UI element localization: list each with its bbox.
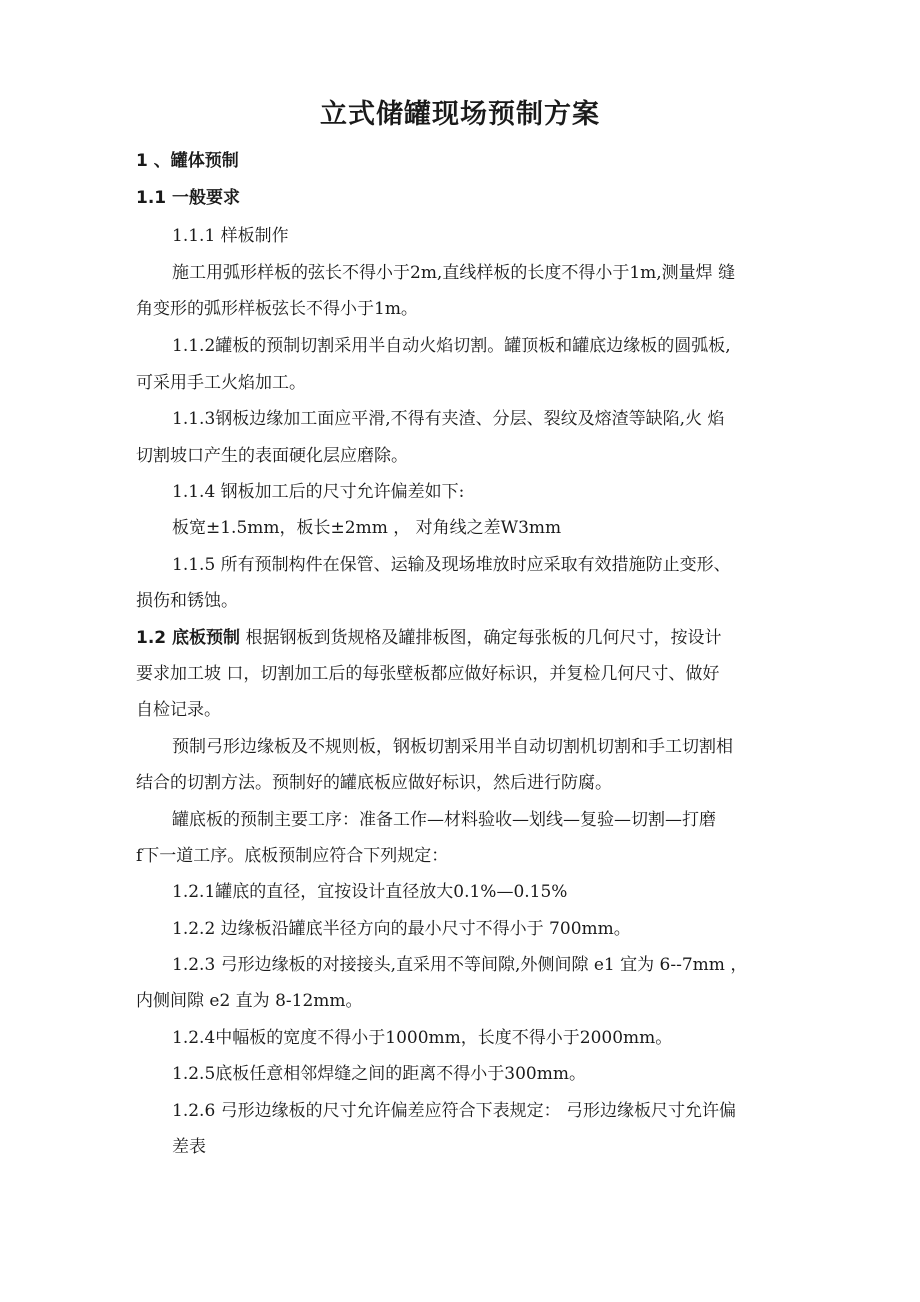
paragraph-line: 要求加工坡 口，切割加工后的每张壁板都应做好标识，并复检几何尺寸、做好 [136, 664, 720, 684]
paragraph-line: 预制弓形边缘板及不规则板，钢板切割采用半自动切割机切割和手工切割相 [172, 737, 733, 757]
paragraph-line: 1.2.2 边缘板沿罐底半径方向的最小尺寸不得小于 700mm。 [172, 919, 631, 939]
paragraph-line: 结合的切割方法。预制好的罐底板应做好标识，然后进行防腐。 [136, 773, 612, 793]
paragraph-line: 自检记录。 [136, 700, 221, 720]
paragraph-text: 根据钢板到货规格及罐排板图，确定每张板的几何尺寸，按设计 [240, 628, 722, 648]
paragraph-line: 1.1.5 所有预制构件在保管、运输及现场堆放时应采取有效措施防止变形、 [172, 555, 731, 575]
paragraph-line: 1.1.3钢板边缘加工面应平滑,不得有夹渣、分层、裂纹及熔渣等缺陷,火 焰 [172, 409, 725, 429]
paragraph-line: 切割坡口产生的表面硬化层应磨除。 [136, 446, 408, 466]
heading-section-1: 1 、罐体预制 [136, 151, 239, 171]
page-title: 立式储罐现场预制方案 [320, 99, 600, 130]
paragraph-line: 1.2.4中幅板的宽度不得小于1000mm，长度不得小于2000mm。 [172, 1028, 673, 1048]
subheading-1-1-1: 1.1.1 样板制作 [172, 226, 289, 246]
paragraph-line: 罐底板的预制主要工序：准备工作—材料验收—划线—复验—切割—打磨 [172, 810, 716, 830]
paragraph-line: 1.2.5底板任意相邻焊缝之间的距离不得小于300mm。 [172, 1064, 586, 1084]
paragraph-line: 板宽±1.5mm，板长±2mm ， 对角线之差W3mm [172, 518, 562, 538]
paragraph-line: f下一道工序。底板预制应符合下列规定： [136, 846, 449, 866]
paragraph-line: 1.2.3 弓形边缘板的对接接头,直采用不等间隙,外侧间隙 e1 宜为 6--7mm ， [172, 955, 748, 975]
paragraph-line: 1.1.4 钢板加工后的尺寸允许偏差如下: [172, 482, 465, 502]
heading-section-1-1: 1.1 一般要求 [136, 188, 241, 208]
heading-section-1-2: 1.2 底板预制 [136, 628, 241, 648]
paragraph-line: 角变形的弧形样板弦长不得小于1m。 [136, 299, 418, 319]
paragraph-line: 可采用手工火焰加工。 [136, 373, 306, 393]
paragraph-line: 内侧间隙 e2 直为 8-12mm。 [136, 991, 363, 1011]
paragraph-line: 施工用弧形样板的弦长不得小于2m,直线样板的长度不得小于1m,测量焊 缝 [172, 263, 736, 283]
paragraph-line: 1.1.2罐板的预制切割采用半自动火焰切割。罐顶板和罐底边缘板的圆弧板, [172, 336, 731, 356]
paragraph-line: 差表 [172, 1137, 206, 1157]
paragraph-line: 1.2.6 弓形边缘板的尺寸允许偏差应符合下表规定： 弓形边缘板尺寸允许偏 [172, 1101, 737, 1121]
paragraph-line: 损伤和锈蚀。 [136, 591, 238, 611]
paragraph-line: 1.2.1罐底的直径，宜按设计直径放大0.1%—0.15% [172, 882, 568, 902]
paragraph-line [136, 626, 721, 650]
